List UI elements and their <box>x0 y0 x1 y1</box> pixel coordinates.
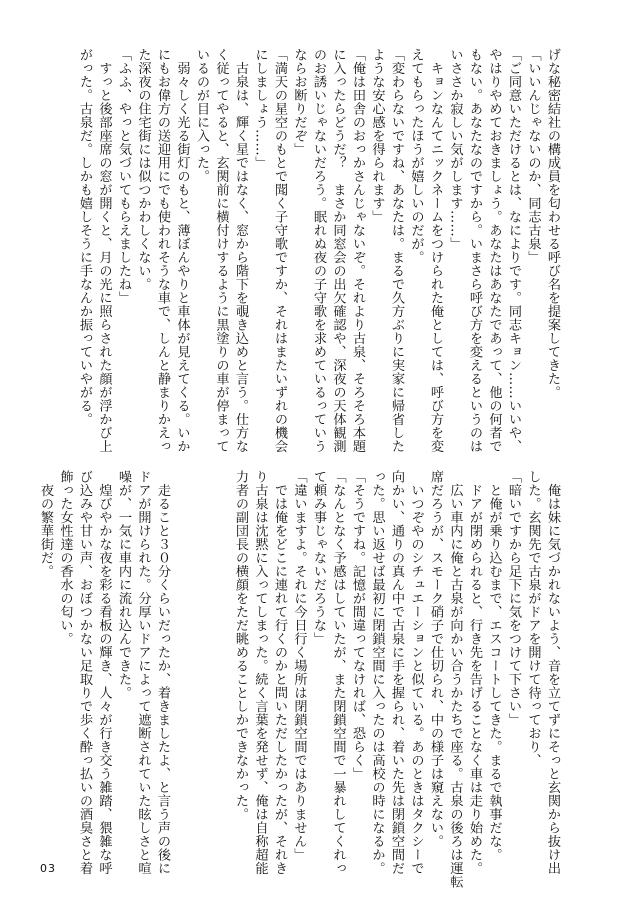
paragraph: キョンなんてニックネームをつけられた俺としては、呼び方を変 <box>428 48 443 453</box>
paragraph: した。玄関先で古泉がドアを開けて待っており、 <box>525 470 541 767</box>
paragraph: と俺が乗り込むまで、エスコートしてきた。まるで執事だな。 <box>486 470 502 862</box>
paragraph: り古泉は沈黙に入ってしまった。続く言葉を発せず、俺は自称超能 <box>252 470 268 875</box>
paragraph: いるのが目に入った。 <box>194 48 209 183</box>
paragraph: 席だろうが、スモーク硝子で仕切られ、中の様子は窺えない。 <box>428 470 443 848</box>
paragraph: 煌びやかな夜を彩る看板の輝き、人々が行き交う雑踏、猥雑な呼 <box>96 470 112 875</box>
paragraph: では俺をどこに連れて行くのかと問いただしたかったが、それき <box>272 470 287 875</box>
paragraph: やはりやめておきましょう。あなたはあなたであって、他の何者で <box>486 48 502 453</box>
scene-break <box>172 470 192 870</box>
paragraph: 走ること３０分くらいだったか、着きましたよ、と言う声の後に <box>155 470 170 875</box>
paragraph: て頼み事じゃないだろうな」 <box>311 470 326 646</box>
text-block-top <box>75 48 563 453</box>
paragraph: いつぞやのシチュエーションと似ている。あのときはタクシーで <box>408 470 424 875</box>
paragraph: 力者の副団長の横顔をただ眺めることしかできなかった。 <box>233 470 248 821</box>
paragraph: ならお断りだぞ」 <box>291 48 307 156</box>
paragraph: 俺は妹に気づかれないよう、音を立てずにそっと玄関から抜け出 <box>545 470 560 875</box>
paragraph: 飾った女性達の香水の匂い。 <box>57 470 73 646</box>
paragraph: 広い車内に俺と古泉が向かい合うかたちで座る。古泉の後ろは運転 <box>447 470 463 889</box>
paragraph: った。思い返せば最初に閉鎖空間に入ったのは高校の時になるか。 <box>369 470 385 875</box>
paragraph: 弱々しく光る街灯のもと、薄ぼんやりと車体が見えてくる。いか <box>174 48 190 453</box>
paragraph: がった。古泉だ。しかも嬉しそうに手なんか振っていやがる。 <box>77 48 92 426</box>
text-block-bottom <box>36 470 563 889</box>
paragraph: た深夜の住宅街には似つかわしくない。 <box>135 48 151 291</box>
paragraph: び込みや甘い声、おぼつかない足取りで歩く酔っ払いの酒臭さと着 <box>77 470 92 875</box>
paragraph: 「ご同意いただけるとは、なによりです。同志キョン……いいや、 <box>506 48 521 453</box>
paragraph: 噪が、一気に車内に流れ込んできた。 <box>116 470 131 700</box>
paragraph: すっと後部座席の窓が開くと、月の光に照らされた顔が浮かび上 <box>96 48 112 453</box>
paragraph: 「暗いですから足下に気をつけて下さい」 <box>506 470 521 727</box>
paragraph: にしましょう……」 <box>252 48 268 170</box>
scene-break <box>211 470 231 870</box>
paragraph: えてもらったほうが嬉しいのだが。 <box>408 48 424 264</box>
paragraph: 「ふふ、やっと気づいてもらえましたね」 <box>116 48 131 305</box>
paragraph: 「変わらないですね、あなたは。まるで久方ぶりに実家に帰省した <box>389 48 404 453</box>
paragraph: に入ったらどうだ？ まさか同窓会の出欠確認や、深夜の天体観測 <box>330 48 346 453</box>
paragraph: のお誘いじゃないだろう。眠れぬ夜の子守歌を求めているっていう <box>311 48 326 453</box>
paragraph: 「俺は田舎のおっかさんじゃないぞ。それより古泉、そろそろ本題 <box>350 48 365 453</box>
paragraph: 夜の繁華街だ。 <box>38 470 53 578</box>
paragraph: 「満天の星空のもとで聞く子守歌ですか、それはまたいずれの機会 <box>272 48 287 453</box>
paragraph: にもお偉方の送迎用にでも使われそうな車で、しんと静まりかえっ <box>155 48 170 453</box>
paragraph: 「なんとなく予感はしていたが、また閉鎖空間で一暴れしてくれっ <box>330 470 346 875</box>
paragraph: 「いいんじゃないのか、同志古泉」 <box>525 48 541 264</box>
paragraph: ような安心感を得られます」 <box>369 48 385 224</box>
paragraph: ドアが開けられた。分厚いドアによって遮断されていた眩しさと喧 <box>135 470 151 875</box>
paragraph: 古泉は、輝く星ではなく、窓から階下を覗き込めと言う。仕方な <box>233 48 248 453</box>
scene-break <box>192 470 212 870</box>
paragraph: げな秘密結社の構成員を匂わせる呼び名を提案してきた。 <box>545 48 560 399</box>
paragraph: 向かい、通りの真ん中で古泉に手を握られ、着いた先は閉鎖空間だ <box>389 470 404 875</box>
paragraph: く従ってやると、玄関前に横付けするように黒塗りの車が停まって <box>213 48 229 453</box>
paragraph: 「違いますよ。それに今日行く場所は閉鎖空間ではありません」 <box>291 470 307 862</box>
paragraph: いささか寂しい気がします……」 <box>447 48 463 251</box>
paragraph: 「そうですね。記憶が間違ってなければ、恐らく」 <box>350 470 365 781</box>
page-number: 03 <box>40 862 56 875</box>
paragraph: ドアが閉められると、行き先を告げることなく車は走り始めた。 <box>467 470 482 875</box>
paragraph: もない。あなたなのですから。いまさら呼び方を変えるというのは <box>467 48 482 453</box>
